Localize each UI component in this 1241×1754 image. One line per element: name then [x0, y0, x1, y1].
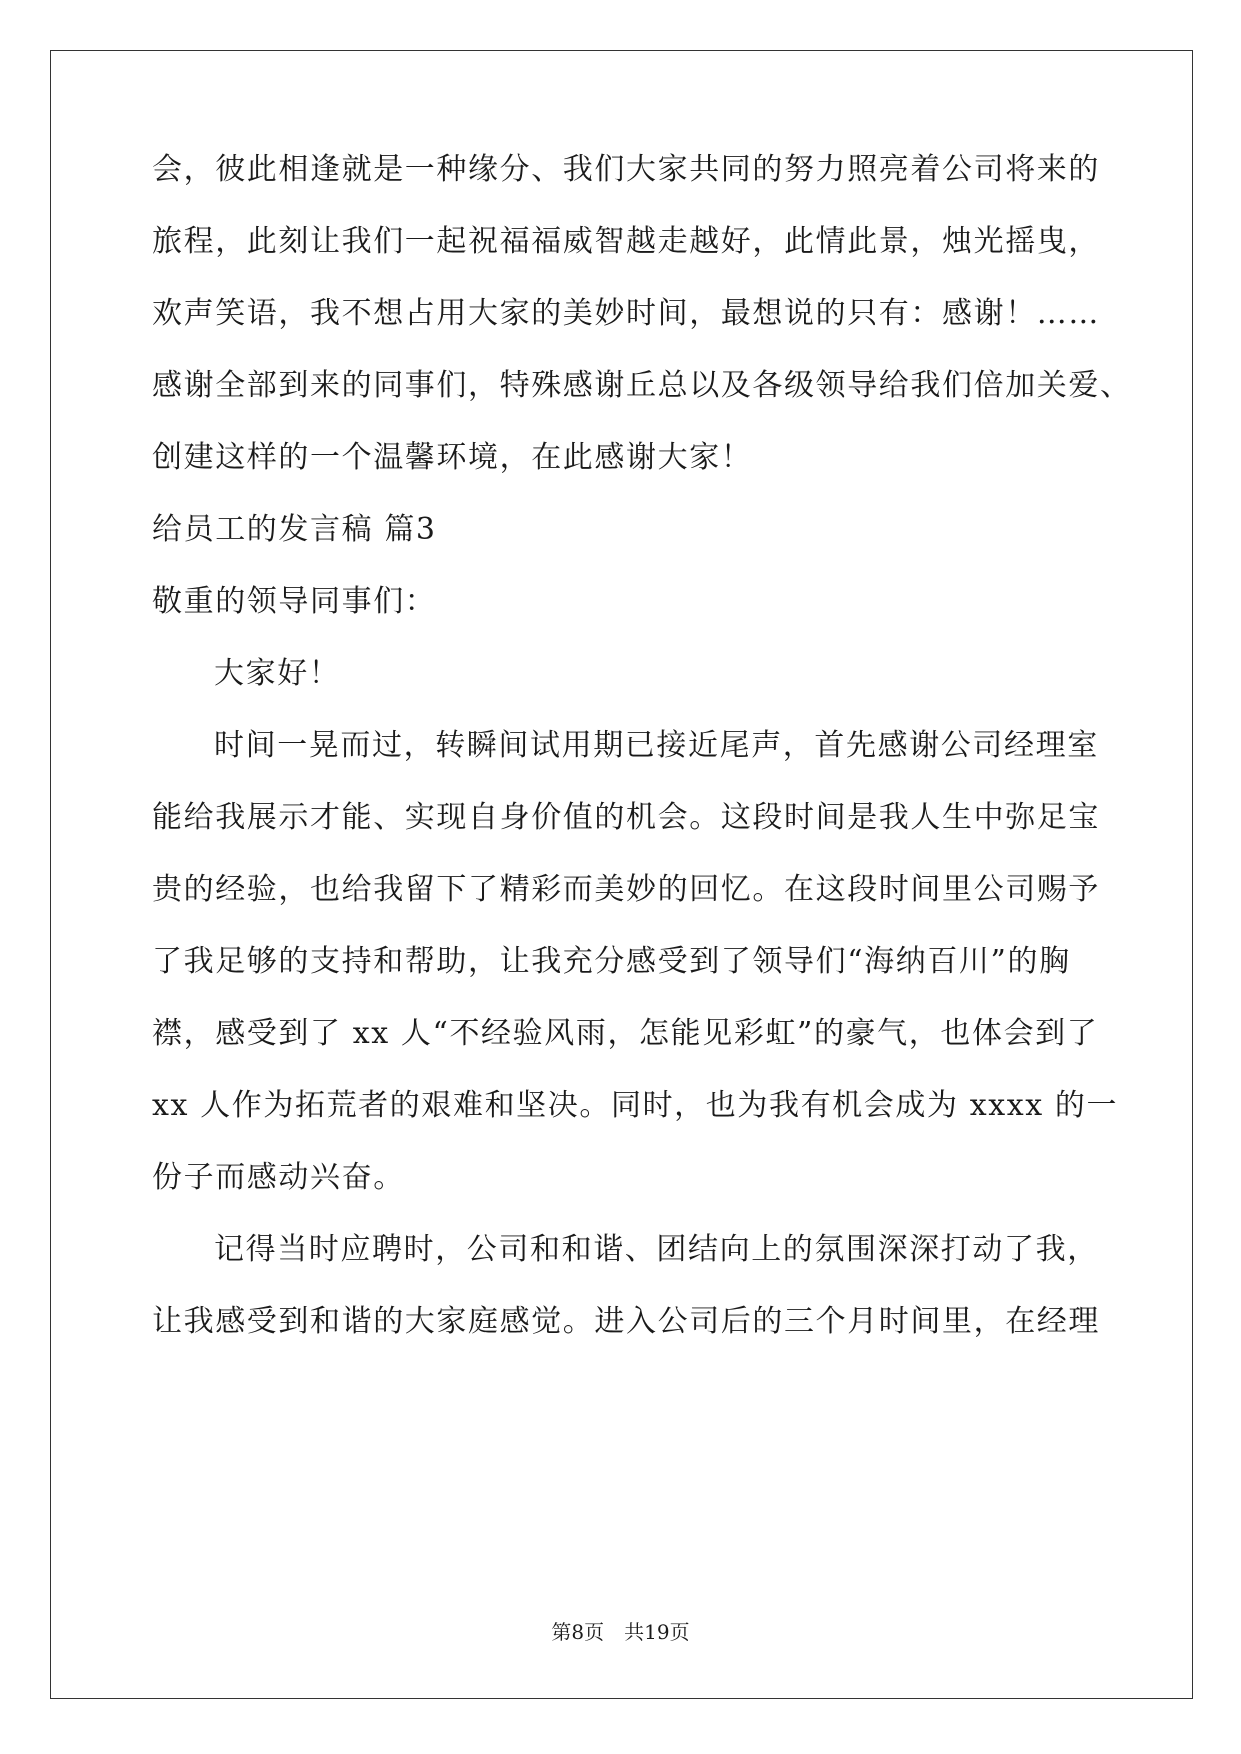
body-line: 能给我展示才能、实现自身价值的机会。这段时间是我人生中弥足宝 [152, 800, 1100, 835]
page-number: 第8页 共19页 [551, 1620, 690, 1644]
body-line: 记得当时应聘时，公司和和谐、团结向上的氛围深深打动了我， [214, 1232, 1099, 1267]
body-line: xx 人作为拓荒者的艰难和坚决。同时，也为我有机会成为 xxxx 的一 [152, 1088, 1119, 1123]
body-line: 旅程，此刻让我们一起祝福福威智越走越好，此情此景，烛光摇曳， [152, 224, 1100, 259]
body-line: 感谢全部到来的同事们，特殊感谢丘总以及各级领导给我们倍加关爱、 [152, 368, 1132, 403]
greeting: 大家好！ [214, 656, 341, 691]
salutation: 敬重的领导同事们： [152, 584, 437, 619]
body-line: 欢声笑语，我不想占用大家的美妙时间，最想说的只有：感谢！…… [152, 296, 1100, 331]
body-line: 了我足够的支持和帮助，让我充分感受到了领导们“海纳百川”的胸 [152, 944, 1071, 979]
body-line: 份子而感动兴奋。 [152, 1160, 405, 1195]
body-line: 让我感受到和谐的大家庭感觉。进入公司后的三个月时间里，在经理 [152, 1304, 1100, 1339]
body-line: 创建这样的一个温馨环境，在此感谢大家！ [152, 440, 753, 475]
body-line: 贵的经验，也给我留下了精彩而美妙的回忆。在这段时间里公司赐予 [152, 872, 1100, 907]
body-line: 会，彼此相逢就是一种缘分、我们大家共同的努力照亮着公司将来的 [152, 152, 1100, 187]
body-line: 襟，感受到了 xx 人“不经验风雨，怎能见彩虹”的豪气，也体会到了 [152, 1016, 1099, 1051]
section-heading: 给员工的发言稿 篇3 [152, 512, 437, 547]
body-line: 时间一晃而过，转瞬间试用期已接近尾声，首先感谢公司经理室 [214, 728, 1099, 763]
